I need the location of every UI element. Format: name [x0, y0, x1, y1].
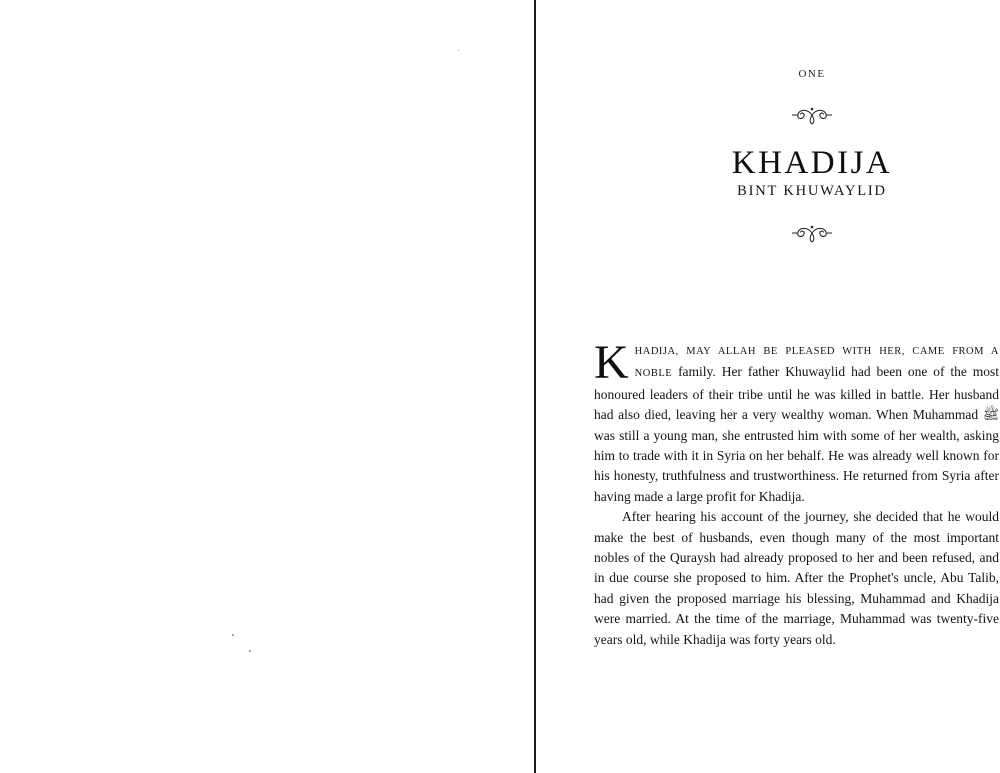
chapter-subtitle: BINT KHUWAYLID: [737, 183, 887, 199]
paper-speck: [232, 634, 234, 636]
paragraph-text: After hearing his account of the journey, she decided that he would make the best of husbands, even though many of the most important nobles of the Quraysh had already proposed to her and been refused, and in due course she proposed to him. After the Prophet's uncle, Abu Talib, had given the proposed marriage his blessing, Muhammad and Khadija were married. At the time of the marriage, Muhammad was twenty-five years old, while Khadija was forty years old.: [594, 509, 999, 647]
right-page: [536, 0, 1000, 773]
chapter-number: ONE: [798, 68, 826, 80]
paragraph: [594, 507, 999, 650]
flourish-ornament-icon: [772, 222, 852, 244]
paper-speck: [458, 50, 459, 51]
chapter-body: [594, 336, 999, 650]
paragraph-text: family. Her father Khuwaylid had been one of the most honoured leaders of their tribe until he was killed in battle. Her husband had also died, leaving her a very wealthy woman. When Muhammad ﷺ was still a young man, she entrusted him with some of her wealth, asking him to trade with it in Syria on her behalf. He was already well known for his honesty, truthfulness and trustworthiness. He returned from Syria after having made a large profit for Khadija.: [594, 364, 999, 504]
lead-in-small-caps: HADIJA, MAY ALLAH BE PLEASED WITH HER, CAME FROM A NOBLE: [634, 346, 999, 380]
chapter-title: KHADIJA: [731, 145, 893, 181]
paragraph: [594, 336, 999, 507]
paper-speck: [249, 650, 251, 652]
drop-cap: K: [594, 336, 629, 389]
flourish-ornament-icon: [772, 104, 852, 126]
